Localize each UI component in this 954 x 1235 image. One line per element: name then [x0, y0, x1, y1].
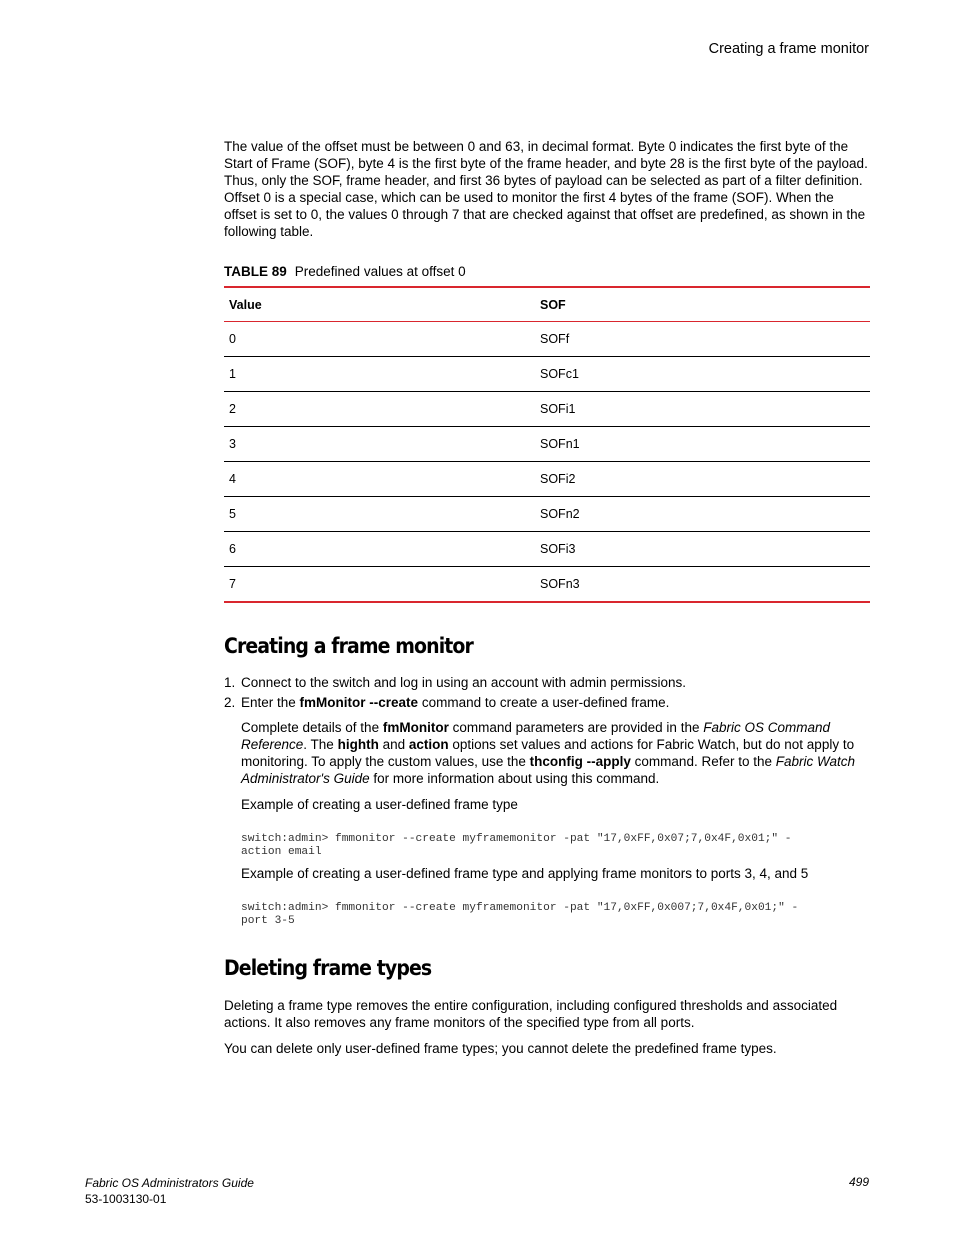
footer-doc-title: Fabric OS Administrators Guide	[85, 1176, 254, 1190]
example-2-label: Example of creating a user-defined frame type and applying frame monitors to ports 3, 4, and 5	[241, 866, 809, 881]
deleting-heading: Deleting frame types	[224, 956, 432, 980]
value-cell: 4	[224, 462, 535, 497]
page-number: 499	[848, 1175, 869, 1189]
sof-cell: SOFn1	[535, 427, 870, 462]
deleting-paragraph-2: You can delete only user-defined frame types; you cannot delete the predefined frame types.	[224, 1041, 777, 1056]
sof-cell: SOFi1	[535, 392, 870, 427]
sof-cell: SOFf	[535, 322, 870, 357]
value-cell: 1	[224, 357, 535, 392]
example-1-code: switch:admin> fmmonitor --create myframemonitor -pat "17,0xFF,0x07;7,0x4F,0x01;" - action email	[241, 833, 792, 858]
value-cell: 0	[224, 322, 535, 357]
offset-values-table	[224, 286, 870, 603]
step-text: command to create a user-defined frame.	[418, 695, 670, 710]
table-row	[224, 392, 870, 427]
table-header-row	[224, 287, 870, 322]
sof-cell: SOFi2	[535, 462, 870, 497]
intro-paragraph: The value of the offset must be between 0 and 63, in decimal format. Byte 0 indicates the first byte of the Start of Frame (SOF), byte 4 is the first byte of the frame header, and byte 28 is the first byte of the payload. Thus, only the SOF, frame header, and first 36 bytes of payload can be selected as part of a filter definition. Offset 0 is a special case, which can be used to monitor the first 4 bytes of the frame (SOF). When the offset is set to 0, the values 0 through 7 that are checked against that offset are predefined, as shown in the following table.	[224, 139, 868, 239]
command-details: Complete details of the fmMonitor command parameters are provided in the Fabric OS Command Reference. The highth and action options set values and actions for Fabric Watch, but do not apply to monitoring. To apply the custom values, use the thconfig --apply command. Refer to the Fabric Watch Administrator's Guide for more information about using this command.	[241, 720, 856, 786]
value-cell: 3	[224, 427, 535, 462]
value-cell: 6	[224, 532, 535, 567]
sof-cell: SOFn3	[535, 567, 870, 603]
page-content	[224, 138, 870, 1057]
table-row	[224, 462, 870, 497]
table-row	[224, 357, 870, 392]
table-row	[224, 532, 870, 567]
example-2-code: switch:admin> fmmonitor --create myframemonitor -pat "17,0xFF,0x007;7,0x4F,0x01;" - port 3-5	[241, 902, 799, 927]
step-text: Enter the	[241, 695, 300, 710]
table-row	[224, 322, 870, 357]
creating-heading: Creating a frame monitor	[224, 634, 473, 658]
column-header-value: Value	[224, 287, 535, 322]
example-1-label: Example of creating a user-defined frame type	[241, 797, 518, 812]
steps-list	[224, 674, 870, 711]
step-2	[224, 694, 870, 711]
column-header-sof: SOF	[535, 287, 870, 322]
footer-doc-number: 53-1003130-01	[85, 1192, 167, 1206]
table-row	[224, 497, 870, 532]
step-1	[224, 674, 870, 691]
footer-doc-info	[85, 1175, 254, 1207]
sof-cell: SOFn2	[535, 497, 870, 532]
step-number: 2.	[224, 695, 236, 710]
step-text: Connect to the switch and log in using an account with admin permissions.	[241, 675, 686, 690]
command-name: fmMonitor --create	[299, 695, 419, 710]
deleting-paragraph-1: Deleting a frame type removes the entire configuration, including configured thresholds and associated actions. It also removes any frame monitors of the specified type from all ports.	[224, 998, 838, 1030]
running-header: Creating a frame monitor	[708, 41, 869, 57]
value-cell: 5	[224, 497, 535, 532]
table-number: TABLE 89	[224, 264, 287, 279]
sof-cell: SOFi3	[535, 532, 870, 567]
table-caption	[224, 264, 870, 279]
value-cell: 7	[224, 567, 535, 603]
table-row	[224, 567, 870, 603]
table-row	[224, 427, 870, 462]
table-title: Predefined values at offset 0	[294, 264, 466, 279]
sof-cell: SOFc1	[535, 357, 870, 392]
value-cell: 2	[224, 392, 535, 427]
step-number: 1.	[224, 675, 236, 690]
